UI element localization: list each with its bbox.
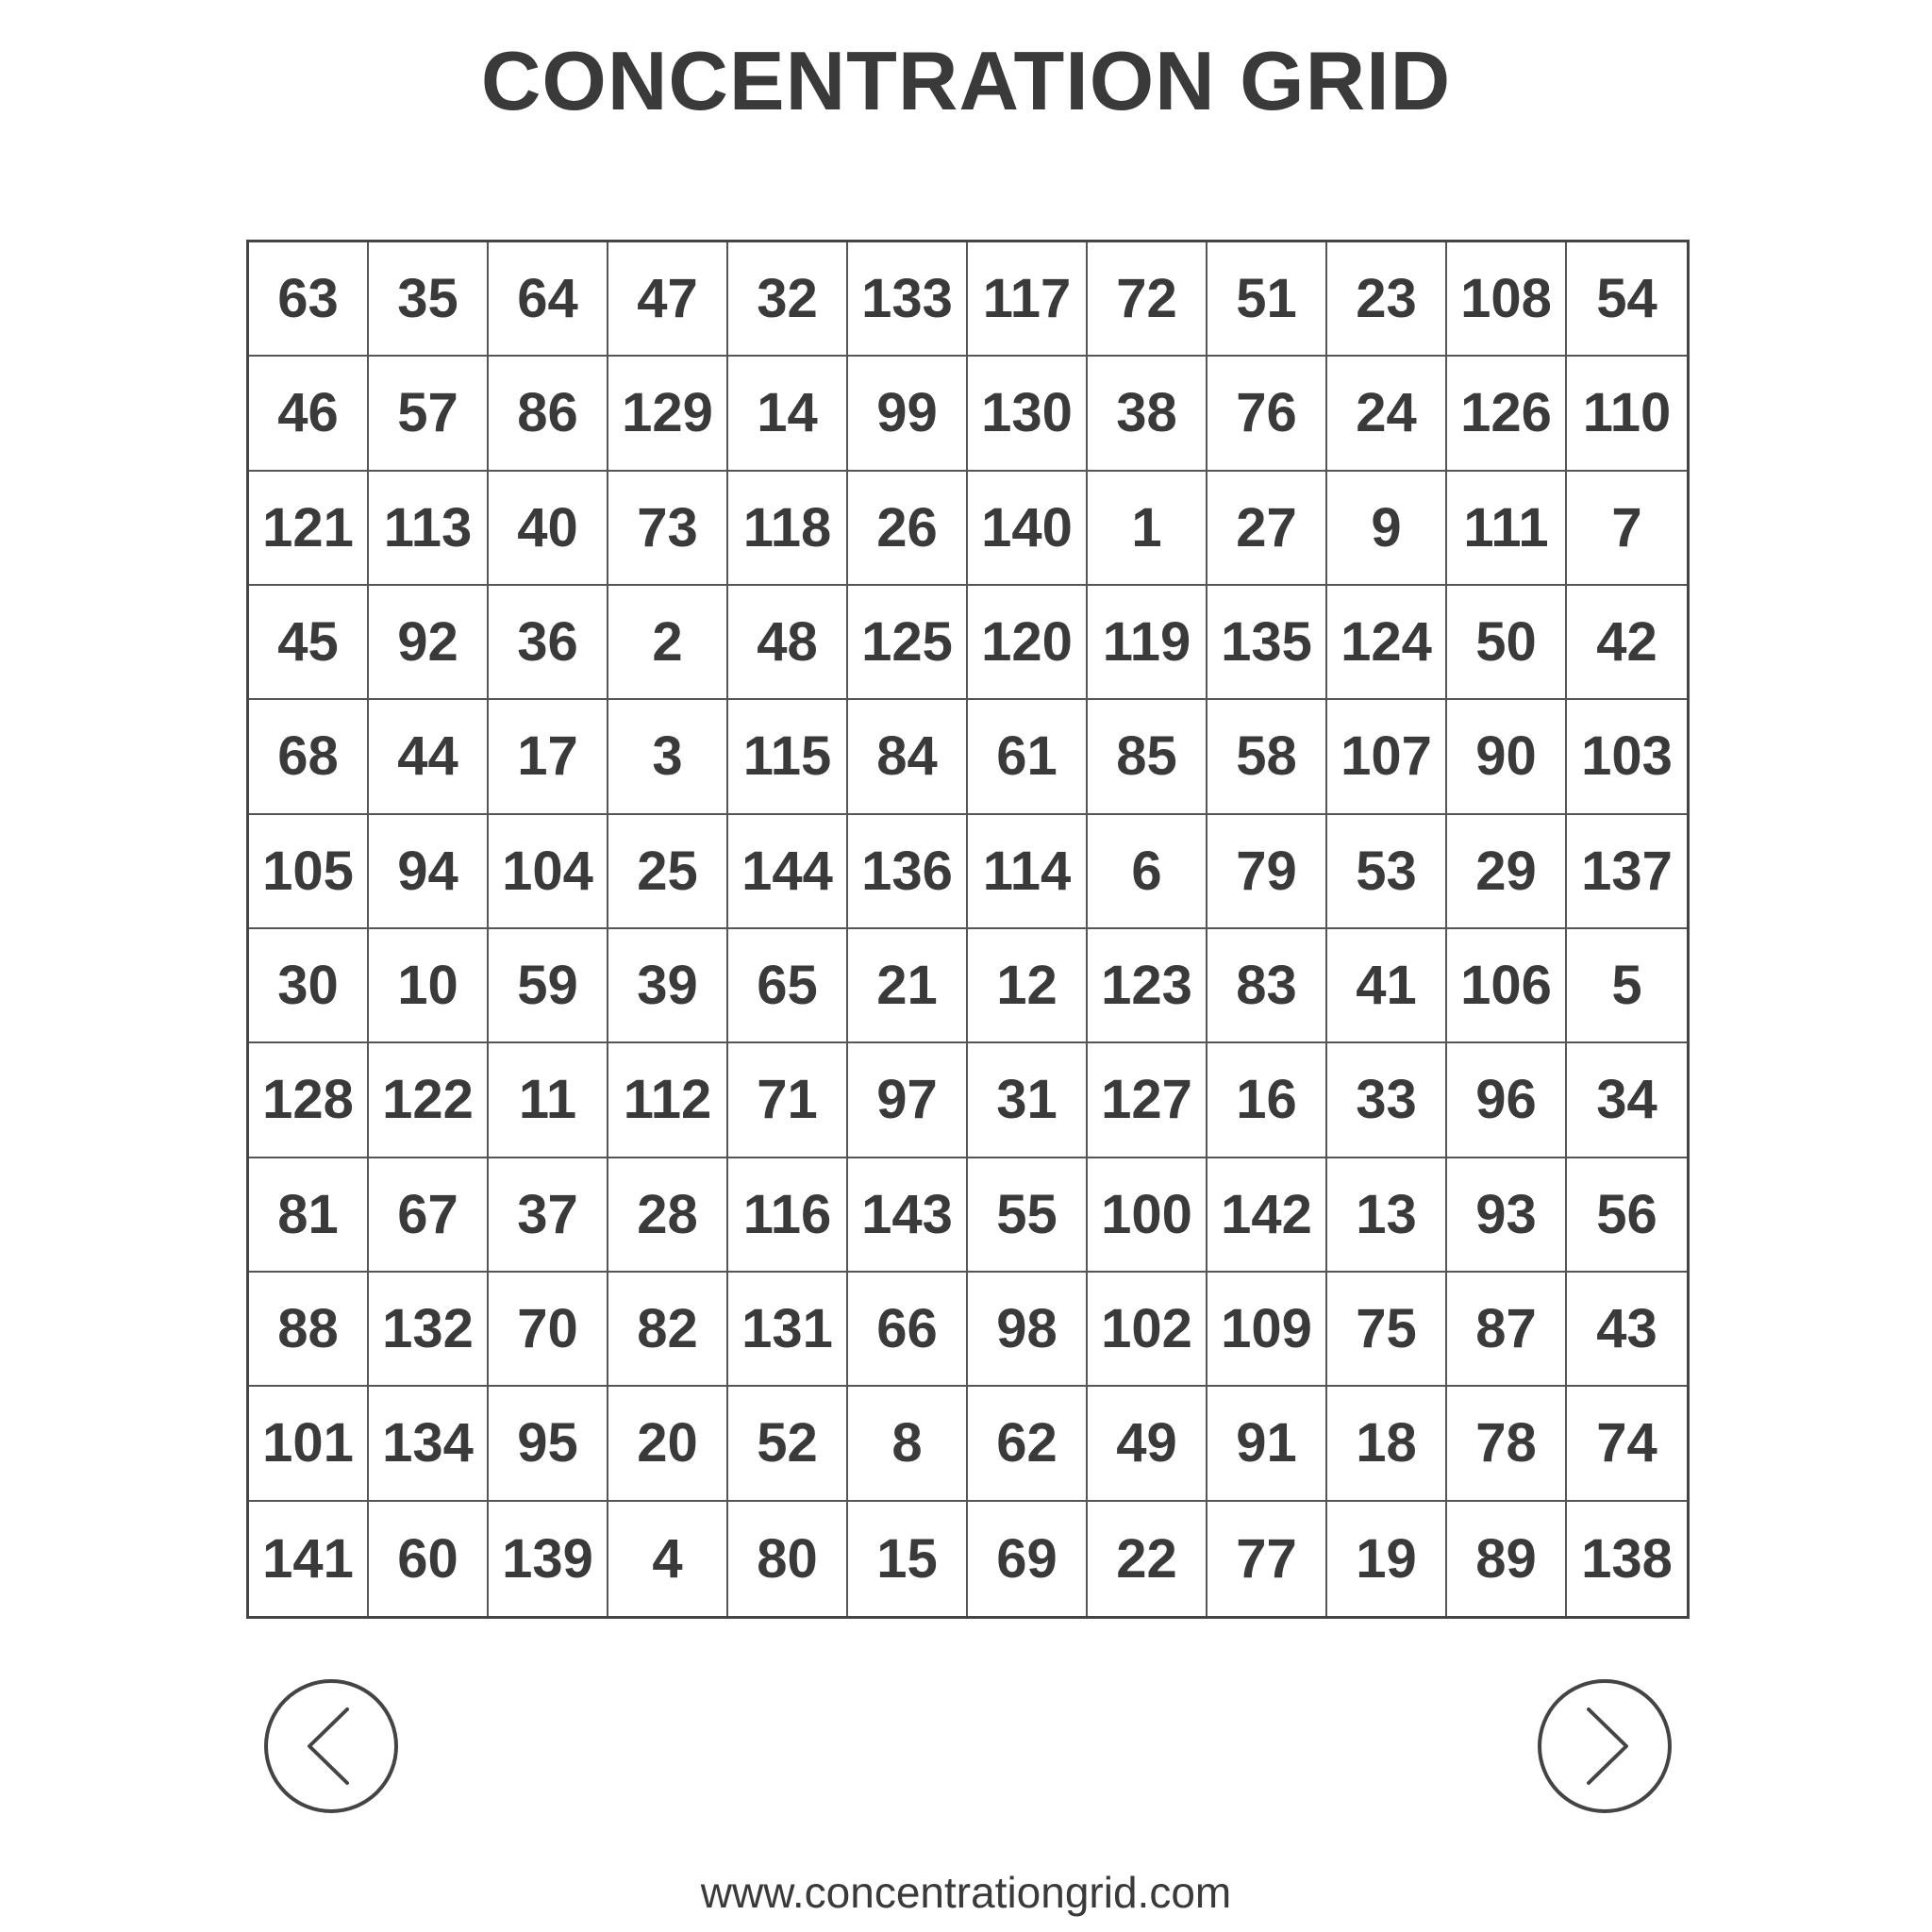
grid-cell[interactable]: 117 [968,242,1088,357]
grid-cell[interactable]: 120 [968,586,1088,700]
grid-cell[interactable]: 50 [1447,586,1567,700]
grid-cell[interactable]: 102 [1088,1273,1208,1387]
grid-cell[interactable]: 94 [369,815,489,929]
page-title: CONCENTRATION GRID [480,34,1452,127]
grid-cell[interactable]: 65 [728,929,848,1043]
grid-cell[interactable]: 30 [249,929,369,1043]
grid-cell[interactable]: 47 [608,242,728,357]
grid-cell[interactable]: 7 [1567,472,1687,586]
grid-cell[interactable]: 53 [1327,815,1447,929]
grid-cell[interactable]: 116 [728,1158,848,1273]
grid-cell[interactable]: 10 [369,929,489,1043]
grid-cell[interactable]: 144 [728,815,848,929]
grid-cell[interactable]: 12 [968,929,1088,1043]
grid-cell[interactable]: 6 [1088,815,1208,929]
grid-cell[interactable]: 90 [1447,700,1567,814]
grid-cell[interactable]: 140 [968,472,1088,586]
grid-cell[interactable]: 37 [489,1158,608,1273]
grid-cell[interactable]: 98 [968,1273,1088,1387]
grid-cell[interactable]: 78 [1447,1387,1567,1501]
previous-button[interactable] [264,1679,398,1813]
grid-cell[interactable]: 110 [1567,357,1687,471]
grid-cell[interactable]: 15 [848,1502,968,1616]
grid-cell[interactable]: 141 [249,1502,369,1616]
grid-cell[interactable]: 35 [369,242,489,357]
grid-cell[interactable]: 81 [249,1158,369,1273]
grid-cell[interactable]: 93 [1447,1158,1567,1273]
grid-cell[interactable]: 31 [968,1043,1088,1158]
grid-cell[interactable]: 60 [369,1502,489,1616]
grid-cell[interactable]: 95 [489,1387,608,1501]
grid-cell[interactable]: 24 [1327,357,1447,471]
grid-cell[interactable]: 130 [968,357,1088,471]
grid-cell[interactable]: 127 [1088,1043,1208,1158]
grid-cell[interactable]: 64 [489,242,608,357]
grid-cell[interactable]: 74 [1567,1387,1687,1501]
grid-cell[interactable]: 69 [968,1502,1088,1616]
grid-cell[interactable]: 58 [1208,700,1327,814]
grid-cell[interactable]: 103 [1567,700,1687,814]
grid-cell[interactable]: 122 [369,1043,489,1158]
grid-cell[interactable]: 26 [848,472,968,586]
grid-cell[interactable]: 49 [1088,1387,1208,1501]
grid-cell[interactable]: 123 [1088,929,1208,1043]
grid-cell[interactable]: 91 [1208,1387,1327,1501]
grid-cell[interactable]: 111 [1447,472,1567,586]
grid-cell[interactable]: 121 [249,472,369,586]
grid-cell[interactable]: 92 [369,586,489,700]
grid-cell[interactable]: 28 [608,1158,728,1273]
grid-cell[interactable]: 76 [1208,357,1327,471]
grid-cell[interactable]: 9 [1327,472,1447,586]
grid-cell[interactable]: 46 [249,357,369,471]
grid-cell[interactable]: 89 [1447,1502,1567,1616]
grid-cell[interactable]: 107 [1327,700,1447,814]
grid-cell[interactable]: 84 [848,700,968,814]
grid-cell[interactable]: 142 [1208,1158,1327,1273]
grid-cell[interactable]: 11 [489,1043,608,1158]
grid-cell[interactable]: 32 [728,242,848,357]
grid-cell[interactable]: 72 [1088,242,1208,357]
grid-cell[interactable]: 114 [968,815,1088,929]
grid-cell[interactable]: 21 [848,929,968,1043]
grid-cell[interactable]: 70 [489,1273,608,1387]
grid-cell[interactable]: 115 [728,700,848,814]
grid-cell[interactable]: 66 [848,1273,968,1387]
grid-cell[interactable]: 113 [369,472,489,586]
grid-cell[interactable]: 104 [489,815,608,929]
grid-cell[interactable]: 106 [1447,929,1567,1043]
grid-cell[interactable]: 63 [249,242,369,357]
grid-cell[interactable]: 48 [728,586,848,700]
grid-cell[interactable]: 99 [848,357,968,471]
grid-cell[interactable]: 14 [728,357,848,471]
grid-cell[interactable]: 62 [968,1387,1088,1501]
grid-cell[interactable]: 79 [1208,815,1327,929]
chevron-right-icon [1572,1704,1638,1789]
website-url: www.concentrationgrid.com [700,1868,1232,1917]
grid-cell[interactable]: 105 [249,815,369,929]
grid-cell[interactable]: 8 [848,1387,968,1501]
grid-cell[interactable]: 68 [249,700,369,814]
grid-cell[interactable]: 85 [1088,700,1208,814]
grid-cell[interactable]: 38 [1088,357,1208,471]
grid-cell[interactable]: 41 [1327,929,1447,1043]
grid-cell[interactable]: 5 [1567,929,1687,1043]
grid-cell[interactable]: 143 [848,1158,968,1273]
grid-cell[interactable]: 71 [728,1043,848,1158]
grid-cell[interactable]: 45 [249,586,369,700]
grid-cell[interactable]: 88 [249,1273,369,1387]
grid-cell[interactable]: 18 [1327,1387,1447,1501]
grid-cell[interactable]: 75 [1327,1273,1447,1387]
grid-cell[interactable]: 109 [1208,1273,1327,1387]
grid-cell[interactable]: 87 [1447,1273,1567,1387]
grid-cell[interactable]: 44 [369,700,489,814]
grid-cell[interactable]: 56 [1567,1158,1687,1273]
grid-cell[interactable]: 77 [1208,1502,1327,1616]
grid-cell[interactable]: 55 [968,1158,1088,1273]
grid-cell[interactable]: 59 [489,929,608,1043]
grid-cell[interactable]: 40 [489,472,608,586]
grid-cell[interactable]: 3 [608,700,728,814]
grid-cell[interactable]: 119 [1088,586,1208,700]
grid-cell[interactable]: 4 [608,1502,728,1616]
grid-cell[interactable]: 80 [728,1502,848,1616]
grid-cell[interactable]: 126 [1447,357,1567,471]
grid-cell[interactable]: 16 [1208,1043,1327,1158]
grid-cell[interactable]: 27 [1208,472,1327,586]
grid-cell[interactable]: 17 [489,700,608,814]
grid-cell[interactable]: 20 [608,1387,728,1501]
grid-cell[interactable]: 23 [1327,242,1447,357]
chevron-left-icon [298,1704,364,1789]
grid-cell[interactable]: 54 [1567,242,1687,357]
grid-cell[interactable]: 112 [608,1043,728,1158]
grid-cell[interactable]: 82 [608,1273,728,1387]
grid-cell[interactable]: 131 [728,1273,848,1387]
grid-cell[interactable]: 73 [608,472,728,586]
grid-cell[interactable]: 129 [608,357,728,471]
grid-cell[interactable]: 118 [728,472,848,586]
grid-cell[interactable]: 13 [1327,1158,1447,1273]
number-grid [246,240,1690,1619]
grid-cell[interactable]: 61 [968,700,1088,814]
grid-cell[interactable]: 125 [848,586,968,700]
grid-cell[interactable]: 101 [249,1387,369,1501]
grid-cell[interactable]: 52 [728,1387,848,1501]
grid-cell[interactable]: 39 [608,929,728,1043]
grid-cell[interactable]: 138 [1581,1527,1673,1590]
grid-cell[interactable]: 124 [1327,586,1447,700]
grid-cell[interactable]: 51 [1208,242,1327,357]
grid-cell[interactable]: 86 [489,357,608,471]
grid-cell[interactable]: 19 [1327,1502,1447,1616]
grid-cell[interactable]: 134 [369,1387,489,1501]
grid-cell[interactable]: 136 [848,815,968,929]
grid-cell[interactable]: 1 [1088,472,1208,586]
grid-cell[interactable]: 2 [608,586,728,700]
grid-cell[interactable]: 97 [848,1043,968,1158]
grid-cell[interactable]: 108 [1447,242,1567,357]
grid-cell[interactable]: 67 [369,1158,489,1273]
grid-cell[interactable]: 135 [1208,586,1327,700]
grid-cell[interactable]: 43 [1567,1273,1687,1387]
grid-cell[interactable]: 133 [848,242,968,357]
grid-cell[interactable]: 96 [1447,1043,1567,1158]
grid-cell[interactable]: 137 [1567,815,1687,929]
grid-cell[interactable]: 36 [489,586,608,700]
next-button[interactable] [1538,1679,1672,1813]
grid-cell[interactable]: 139 [489,1502,608,1616]
grid-cell[interactable]: 29 [1447,815,1567,929]
grid-cell[interactable]: 57 [369,357,489,471]
grid-cell[interactable]: 22 [1088,1502,1208,1616]
grid-cell[interactable]: 83 [1208,929,1327,1043]
grid-cell[interactable]: 132 [369,1273,489,1387]
grid-cell[interactable]: 128 [249,1043,369,1158]
grid-cell[interactable]: 34 [1567,1043,1687,1158]
grid-cell[interactable]: 25 [608,815,728,929]
grid-cell[interactable]: 42 [1567,586,1687,700]
grid-cell[interactable]: 33 [1327,1043,1447,1158]
grid-cell[interactable]: 100 [1088,1158,1208,1273]
